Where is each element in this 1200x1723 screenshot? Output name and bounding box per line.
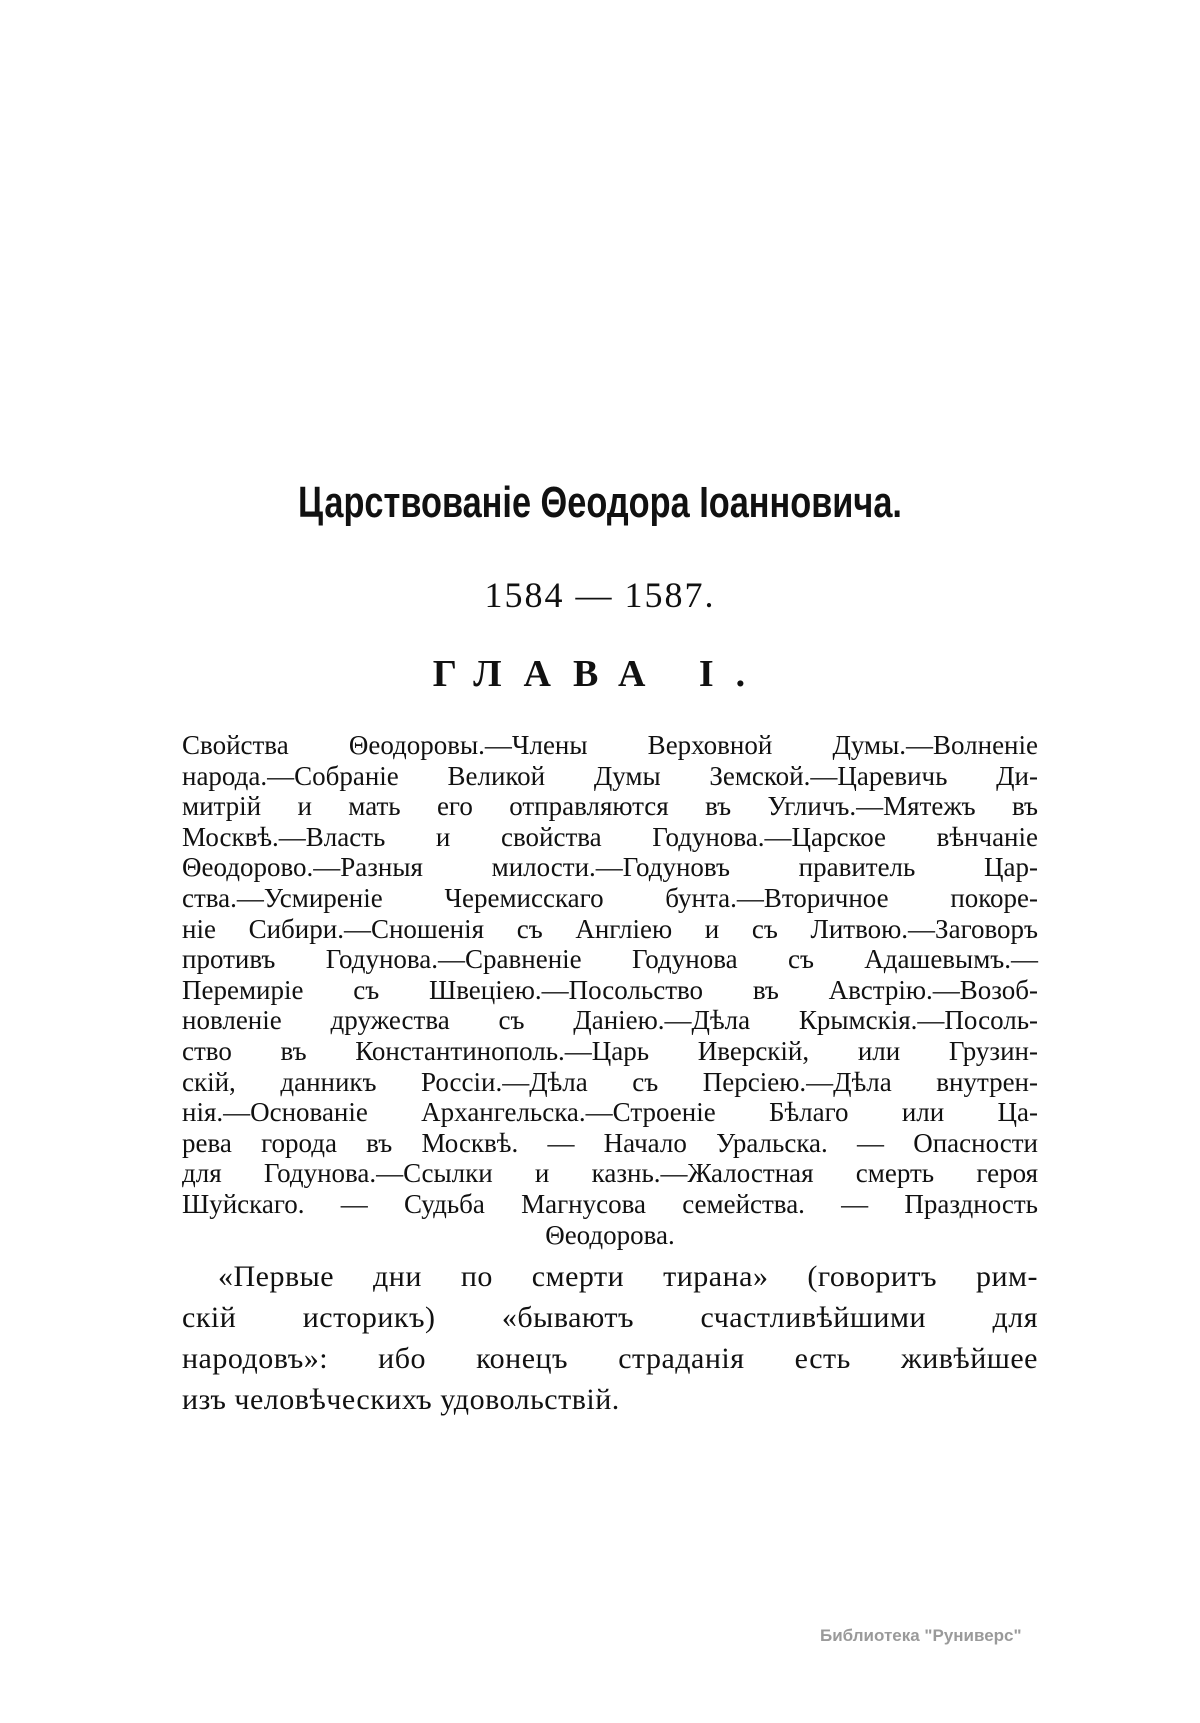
chapter-summary bbox=[182, 730, 1038, 1250]
summary-line: митрій и мать его отправляются въ Угличъ.—Мятежъ въ bbox=[182, 791, 1038, 822]
reign-years: 1584 — 1587. bbox=[484, 575, 716, 615]
summary-line: Θеодорова. bbox=[545, 1219, 675, 1250]
summary-line: Шуйскаго. — Судьба Магнусова семейства. — Праздность bbox=[182, 1188, 1038, 1219]
summary-line: Θеодорово.—Разныя милости.—Годуновъ правитель Цар- bbox=[182, 852, 1038, 883]
library-watermark: Библиотека "Руниверс" bbox=[820, 1626, 1022, 1645]
summary-line: ніе Сибири.—Сношенія съ Англіею и съ Литвою.—Заговоръ bbox=[182, 913, 1038, 944]
summary-line: народа.—Собраніе Великой Думы Земской.—Царевичь Ди- bbox=[182, 760, 1038, 791]
summary-line: нія.—Основаніе Архангельска.—Строеніе Бѣлаго или Ца- bbox=[182, 1097, 1038, 1128]
chapter-reign-title: Царствованіе Θеодора Іоанновича. bbox=[298, 478, 902, 527]
summary-line: ства.—Усмиреніе Черемисскаго бунта.—Вторичное покоре- bbox=[182, 882, 1038, 913]
summary-line: ство въ Константинополь.—Царь Иверскій, или Грузин- bbox=[182, 1035, 1038, 1066]
summary-line: для Годунова.—Ссылки и казнь.—Жалостная смерть героя bbox=[182, 1158, 1038, 1189]
summary-line: скій, данникъ Россіи.—Дѣла съ Персіею.—Дѣла внутрен- bbox=[182, 1066, 1038, 1097]
body-line: народовъ»: ибо конецъ страданія есть живѣйшее bbox=[182, 1342, 1038, 1375]
summary-line: рева города въ Москвѣ. — Начало Уральска. — Опасности bbox=[182, 1127, 1038, 1158]
body-line: «Первые дни по смерти тирана» (говоритъ рим- bbox=[218, 1260, 1038, 1293]
summary-line: Свойства Θеодоровы.—Члены Верховной Думы.—Волненіе bbox=[182, 730, 1038, 760]
summary-line: Перемиріе съ Швеціею.—Посольство въ Австрію.—Возоб- bbox=[182, 974, 1038, 1005]
summary-line: противъ Годунова.—Сравненіе Годунова съ Адашевымъ.— bbox=[182, 944, 1038, 975]
summary-line: новленіе дружества съ Даніею.—Дѣла Крымскія.—Посоль- bbox=[182, 1005, 1038, 1036]
body-line: изъ человѣческихъ удовольствій. bbox=[182, 1383, 620, 1416]
summary-line: Москвѣ.—Власть и свойства Годунова.—Царское вѣнчаніе bbox=[182, 821, 1038, 852]
chapter-heading: ГЛАВА I. bbox=[432, 653, 768, 695]
body-paragraph bbox=[182, 1256, 1038, 1420]
body-line: скій историкъ) «бываютъ счастливѣйшими для bbox=[182, 1301, 1038, 1334]
